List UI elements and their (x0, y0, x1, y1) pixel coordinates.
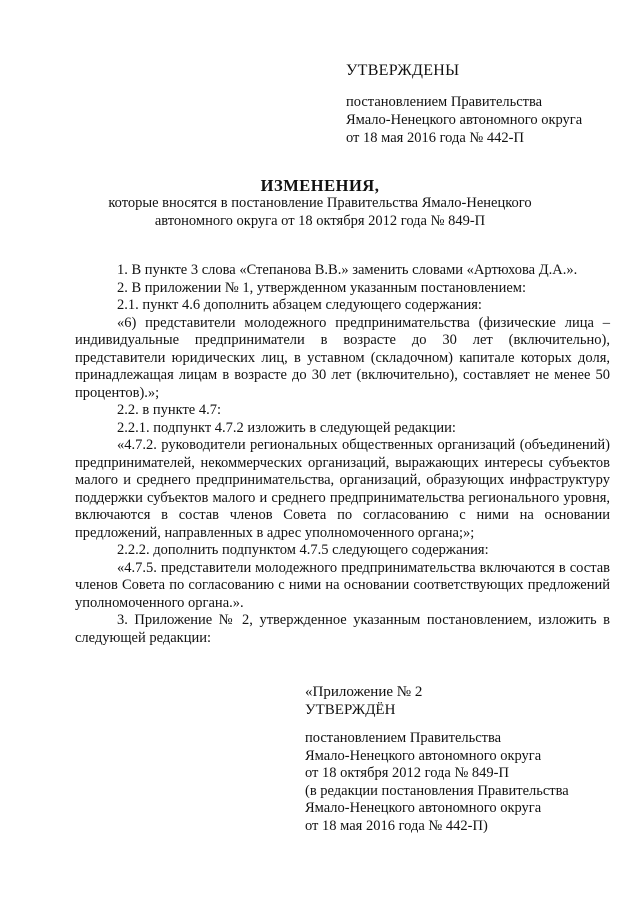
paragraph: 2.2. в пункте 4.7: (117, 402, 222, 418)
paragraph: 2. В приложении № 1, утвержденном указанным постановлением: (117, 279, 526, 296)
paragraph: «4.7.2. руководители региональных общественных организаций (объединений) предпринимателей, некоммерческих организаций, выражающих интересы субъектов малого и среднего предпринимательства, организаций, образующих инфраструктуру поддержки субъектов малого и среднего предпринимательства регионального уровня, включаются в состав членов Совета по согласованию с ними на основании предложений, направленных в адрес уполномоченного органа;»; (75, 437, 610, 541)
approval-line: постановлением Правительства (346, 94, 543, 110)
appendix-approved: УТВЕРЖДЁН (305, 702, 396, 718)
paragraph: 3. Приложение № 2, утвержденное указанным постановлением, изложить в следующей редакции: (75, 612, 610, 646)
appendix-line: постановлением Правительства (305, 730, 502, 746)
subtitle-line: автономного округа от 18 октября 2012 года № 849-П (154, 213, 486, 229)
approval-line: Ямало-Ненецкого автономного округа (346, 112, 583, 128)
document-subtitle (90, 194, 550, 230)
appendix-line: Ямало-Ненецкого автономного округа (305, 800, 542, 816)
subtitle-line: которые вносятся в постановление Правительства Ямало-Ненецкого (108, 195, 532, 211)
paragraph: 2.2.2. дополнить подпунктом 4.7.5 следующего содержания: (117, 542, 489, 558)
appendix-heading (305, 683, 422, 719)
approval-details (346, 93, 582, 147)
appendix-line: от 18 мая 2016 года № 442-П) (305, 817, 488, 834)
paragraph: 2.2.1. подпункт 4.7.2 изложить в следующей редакции: (117, 419, 456, 436)
paragraph: «6) представители молодежного предпринимательства (физические лица – индивидуальные предприниматели в возрасте до 30 лет (включительно), представители юридических лиц, в уставном (складочном) капитале которых доля, принадлежащая лицам в возрасте до 30 лет (включительно), составляет не менее 50 процентов).»; (75, 314, 610, 401)
approval-line: от 18 мая 2016 года № 442-П (346, 130, 524, 146)
appendix-title: «Приложение № 2 (305, 684, 423, 700)
paragraph: «4.7.5. представители молодежного предпринимательства включаются в состав членов Совета по согласованию с ними на основании соответствующих предложений уполномоченного органа.». (75, 559, 610, 611)
approved-heading: УТВЕРЖДЕНЫ (346, 62, 460, 79)
paragraph: 1. В пункте 3 слова «Степанова В.В.» заменить словами «Артюхова Д.А.». (117, 262, 578, 278)
appendix-line: Ямало-Ненецкого автономного округа (305, 747, 542, 764)
appendix-details (305, 730, 569, 835)
appendix-line: (в редакции постановления Правительства (305, 782, 569, 799)
document-body (75, 262, 610, 647)
document-title: ИЗМЕНЕНИЯ, (260, 176, 380, 195)
paragraph: 2.1. пункт 4.6 дополнить абзацем следующего содержания: (117, 297, 482, 313)
appendix-line: от 18 октября 2012 года № 849-П (305, 765, 509, 781)
